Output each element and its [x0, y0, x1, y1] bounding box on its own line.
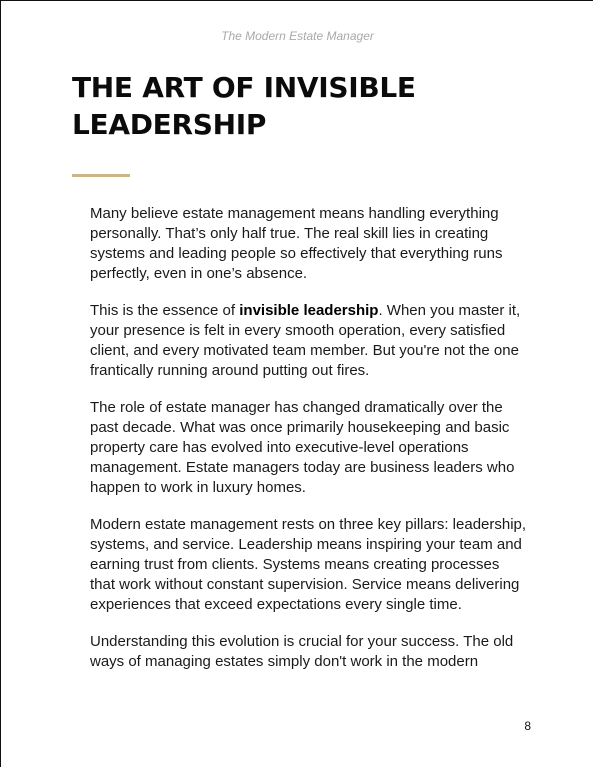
- running-header: The Modern Estate Manager: [221, 29, 374, 43]
- paragraph-5: Understanding this evolution is crucial for your success. The old ways of managing estates simply don't work in the modern: [90, 633, 514, 670]
- paragraph-2-rest: . When you master it, your presence is felt in every smooth operation, every satisfied client, and every motivated team member. But you're not the one frantically running around putting out fires.: [90, 302, 521, 379]
- paragraph-2: [90, 301, 528, 381]
- body-text: [90, 204, 528, 689]
- paragraph-3: The role of estate manager has changed dramatically over the past decade. What was once primarily housekeeping and basic property care has evolved into executive-level operations management. Estate managers today are business leaders who happen to work in luxury homes.: [90, 399, 515, 496]
- emphasis-invisible-leadership: invisible leadership: [239, 302, 379, 319]
- chapter-title-line-1: THE ART OF INVISIBLE: [72, 71, 416, 104]
- paragraph-4: Modern estate management rests on three key pillars: leadership, systems, and service. Leadership means inspiring your team and earning trust from clients. Systems means creating processes that work without constant supervision. Service means delivering experiences that exceed expectations every single time.: [90, 516, 527, 613]
- accent-divider: [72, 174, 130, 177]
- page-number: 8: [524, 719, 531, 733]
- chapter-title-line-2: LEADERSHIP: [72, 108, 267, 141]
- paragraph-1: Many believe estate management means handling everything personally. That’s only half true. The real skill lies in creating systems and leading people so effectively that everything runs perfectly, even in one’s absence.: [90, 205, 503, 282]
- chapter-title: [72, 69, 532, 143]
- paragraph-2-lead: This is the essence of: [90, 302, 240, 319]
